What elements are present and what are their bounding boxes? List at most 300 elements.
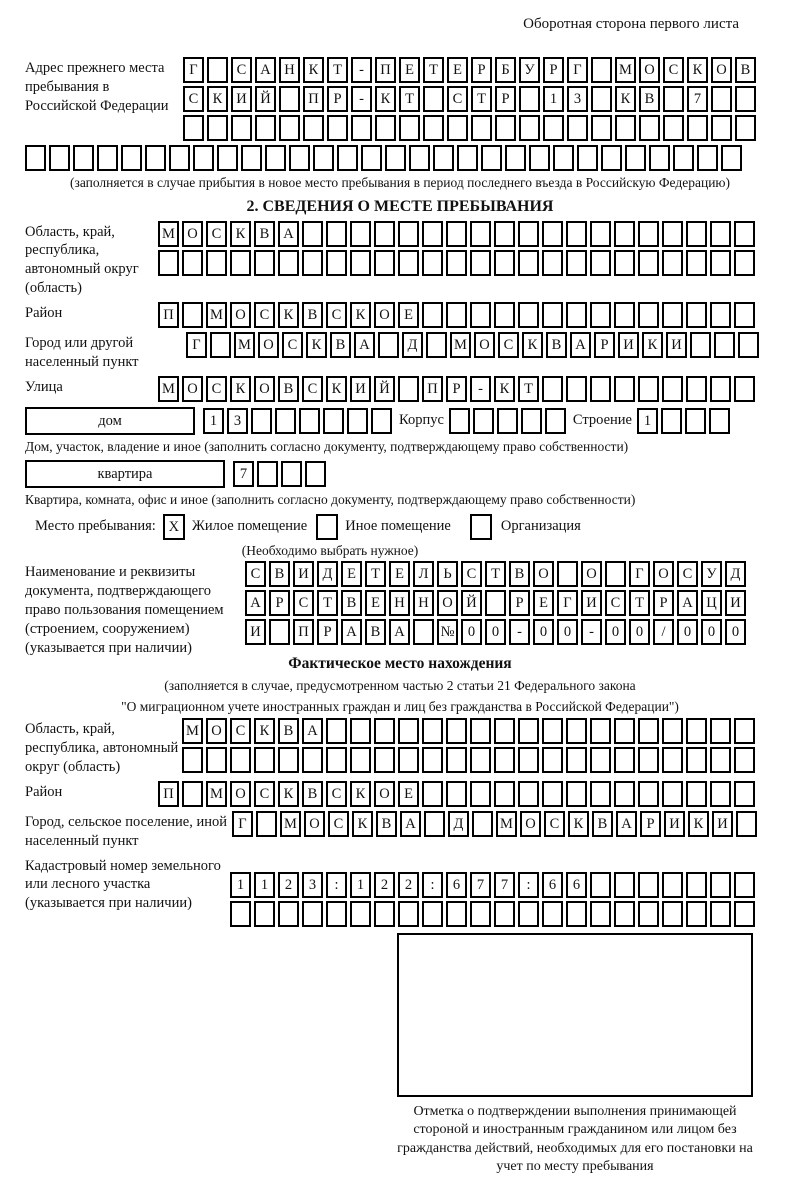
char-cell[interactable]: Н [413,590,434,616]
char-cell[interactable] [661,408,682,434]
char-cell[interactable]: М [280,811,301,837]
char-cell[interactable]: И [245,619,266,645]
char-cell[interactable] [481,145,502,171]
char-cell[interactable] [590,302,611,328]
char-cell[interactable] [638,781,659,807]
char-cell[interactable] [169,145,190,171]
char-cell[interactable]: Е [447,57,468,83]
char-cell[interactable]: Ц [701,590,722,616]
char-cell[interactable] [709,408,730,434]
char-cell[interactable]: Р [509,590,530,616]
char-cell[interactable]: М [158,221,179,247]
char-cell[interactable]: В [278,376,299,402]
char-cell[interactable] [398,901,419,927]
char-cell[interactable] [710,718,731,744]
char-cell[interactable] [714,332,735,358]
char-cell[interactable] [545,408,566,434]
char-cell[interactable] [542,901,563,927]
char-cell[interactable] [638,302,659,328]
char-cell[interactable] [281,461,302,487]
char-cell[interactable] [497,408,518,434]
char-cell[interactable]: : [518,872,539,898]
char-cell[interactable]: К [375,86,396,112]
char-cell[interactable]: В [735,57,756,83]
char-cell[interactable] [638,747,659,773]
char-cell[interactable] [433,145,454,171]
char-cell[interactable] [721,145,742,171]
char-cell[interactable] [265,145,286,171]
char-cell[interactable] [566,221,587,247]
char-cell[interactable] [399,115,420,141]
char-cell[interactable] [614,747,635,773]
char-cell[interactable] [557,561,578,587]
char-cell[interactable]: В [365,619,386,645]
char-cell[interactable]: О [230,302,251,328]
char-cell[interactable]: Г [629,561,650,587]
char-cell[interactable]: О [258,332,279,358]
char-cell[interactable]: И [725,590,746,616]
char-cell[interactable]: Р [594,332,615,358]
char-cell[interactable]: И [581,590,602,616]
char-cell[interactable] [542,781,563,807]
char-cell[interactable] [494,250,515,276]
char-cell[interactable] [350,747,371,773]
char-cell[interactable] [182,747,203,773]
char-cell[interactable] [278,747,299,773]
char-cell[interactable]: Г [557,590,578,616]
char-cell[interactable] [566,718,587,744]
char-cell[interactable] [542,376,563,402]
char-cell[interactable]: К [687,57,708,83]
char-cell[interactable] [625,145,646,171]
char-cell[interactable] [375,115,396,141]
char-cell[interactable] [734,781,755,807]
char-cell[interactable] [566,781,587,807]
char-cell[interactable] [241,145,262,171]
char-cell[interactable] [495,115,516,141]
char-cell[interactable]: 6 [542,872,563,898]
char-cell[interactable] [73,145,94,171]
char-cell[interactable]: С [230,718,251,744]
char-cell[interactable]: О [533,561,554,587]
char-cell[interactable] [710,747,731,773]
char-cell[interactable] [446,718,467,744]
char-cell[interactable] [470,718,491,744]
char-cell[interactable]: В [330,332,351,358]
char-cell[interactable]: Н [279,57,300,83]
char-cell[interactable]: 1 [543,86,564,112]
char-cell[interactable] [470,221,491,247]
char-cell[interactable]: 0 [485,619,506,645]
char-cell[interactable]: 1 [637,408,658,434]
char-cell[interactable] [590,718,611,744]
char-cell[interactable]: М [234,332,255,358]
char-cell[interactable]: О [182,376,203,402]
char-cell[interactable]: А [400,811,421,837]
char-cell[interactable] [614,250,635,276]
char-cell[interactable] [710,250,731,276]
char-cell[interactable] [567,115,588,141]
char-cell[interactable]: 0 [677,619,698,645]
char-cell[interactable] [347,408,368,434]
char-cell[interactable] [97,145,118,171]
char-cell[interactable]: П [375,57,396,83]
char-cell[interactable] [542,747,563,773]
char-cell[interactable]: В [592,811,613,837]
char-cell[interactable]: 7 [233,461,254,487]
char-cell[interactable] [398,376,419,402]
char-cell[interactable]: С [206,221,227,247]
char-cell[interactable] [398,250,419,276]
char-cell[interactable]: А [616,811,637,837]
char-cell[interactable]: О [437,590,458,616]
char-cell[interactable] [374,747,395,773]
char-cell[interactable]: : [422,872,443,898]
char-cell[interactable] [350,718,371,744]
char-cell[interactable] [494,302,515,328]
char-cell[interactable] [257,461,278,487]
char-cell[interactable]: М [206,781,227,807]
char-cell[interactable]: О [581,561,602,587]
char-cell[interactable]: Е [341,561,362,587]
char-cell[interactable] [470,747,491,773]
char-cell[interactable] [422,250,443,276]
char-cell[interactable]: Б [495,57,516,83]
char-cell[interactable] [361,145,382,171]
char-cell[interactable] [470,250,491,276]
char-cell[interactable] [614,718,635,744]
char-cell[interactable] [697,145,718,171]
char-cell[interactable]: Е [398,302,419,328]
char-cell[interactable] [374,901,395,927]
char-cell[interactable] [422,901,443,927]
char-cell[interactable] [638,872,659,898]
char-cell[interactable] [614,302,635,328]
char-cell[interactable] [470,901,491,927]
char-cell[interactable]: Т [423,57,444,83]
char-cell[interactable] [663,115,684,141]
char-cell[interactable]: К [642,332,663,358]
char-cell[interactable] [303,115,324,141]
char-cell[interactable]: Т [399,86,420,112]
char-cell[interactable] [409,145,430,171]
char-cell[interactable] [49,145,70,171]
char-cell[interactable]: В [302,302,323,328]
char-cell[interactable]: Т [485,561,506,587]
char-cell[interactable]: К [350,781,371,807]
char-cell[interactable] [686,781,707,807]
char-cell[interactable] [327,115,348,141]
char-cell[interactable]: Р [543,57,564,83]
char-cell[interactable] [649,145,670,171]
char-cell[interactable]: Р [653,590,674,616]
char-cell[interactable] [685,408,706,434]
char-cell[interactable] [710,872,731,898]
char-cell[interactable]: 1 [203,408,224,434]
char-cell[interactable]: И [618,332,639,358]
char-cell[interactable] [734,718,755,744]
char-cell[interactable] [662,781,683,807]
char-cell[interactable] [326,747,347,773]
char-cell[interactable]: П [422,376,443,402]
char-cell[interactable] [542,250,563,276]
char-cell[interactable] [591,57,612,83]
char-cell[interactable]: С [328,811,349,837]
char-cell[interactable]: Г [186,332,207,358]
char-cell[interactable] [521,408,542,434]
char-cell[interactable]: О [711,57,732,83]
char-cell[interactable]: - [351,57,372,83]
char-cell[interactable] [638,901,659,927]
char-cell[interactable] [734,901,755,927]
char-cell[interactable] [337,145,358,171]
char-cell[interactable] [457,145,478,171]
char-cell[interactable] [446,302,467,328]
char-cell[interactable] [230,901,251,927]
char-cell[interactable]: 0 [461,619,482,645]
char-cell[interactable] [422,221,443,247]
char-cell[interactable] [590,872,611,898]
char-cell[interactable] [710,901,731,927]
char-cell[interactable]: С [461,561,482,587]
char-cell[interactable] [326,250,347,276]
char-cell[interactable] [446,901,467,927]
char-cell[interactable]: Й [255,86,276,112]
char-cell[interactable] [494,781,515,807]
char-cell[interactable]: В [302,781,323,807]
char-cell[interactable]: А [255,57,276,83]
char-cell[interactable]: / [653,619,674,645]
char-cell[interactable] [566,302,587,328]
char-cell[interactable]: С [605,590,626,616]
char-cell[interactable] [710,376,731,402]
char-cell[interactable]: 3 [227,408,248,434]
char-cell[interactable]: С [254,302,275,328]
char-cell[interactable] [470,781,491,807]
char-cell[interactable] [278,901,299,927]
char-cell[interactable] [601,145,622,171]
char-cell[interactable]: А [278,221,299,247]
char-cell[interactable]: К [230,376,251,402]
char-cell[interactable] [446,250,467,276]
char-cell[interactable] [278,250,299,276]
char-cell[interactable] [494,901,515,927]
char-cell[interactable] [543,115,564,141]
char-cell[interactable] [662,221,683,247]
char-cell[interactable] [351,115,372,141]
char-cell[interactable] [426,332,447,358]
char-cell[interactable] [518,302,539,328]
char-cell[interactable] [662,872,683,898]
char-cell[interactable]: 0 [605,619,626,645]
char-cell[interactable]: М [206,302,227,328]
char-cell[interactable]: С [293,590,314,616]
char-cell[interactable] [686,901,707,927]
char-cell[interactable]: К [278,781,299,807]
char-cell[interactable]: К [230,221,251,247]
char-cell[interactable] [472,811,493,837]
char-cell[interactable]: К [350,302,371,328]
char-cell[interactable]: Р [495,86,516,112]
char-cell[interactable]: А [245,590,266,616]
char-cell[interactable]: Е [533,590,554,616]
char-cell[interactable]: 2 [398,872,419,898]
char-cell[interactable]: В [341,590,362,616]
char-cell[interactable] [275,408,296,434]
char-cell[interactable]: Н [389,590,410,616]
char-cell[interactable] [299,408,320,434]
char-cell[interactable] [734,302,755,328]
char-cell[interactable] [686,747,707,773]
char-cell[interactable] [662,302,683,328]
char-cell[interactable] [591,86,612,112]
char-cell[interactable] [255,115,276,141]
char-cell[interactable] [182,250,203,276]
checkbox-residential[interactable]: X [163,514,185,540]
char-cell[interactable]: К [254,718,275,744]
char-cell[interactable] [470,302,491,328]
char-cell[interactable] [590,376,611,402]
char-cell[interactable]: Т [365,561,386,587]
char-cell[interactable] [326,718,347,744]
char-cell[interactable]: 1 [230,872,251,898]
char-cell[interactable]: И [231,86,252,112]
char-cell[interactable]: В [278,718,299,744]
char-cell[interactable]: 2 [278,872,299,898]
char-cell[interactable] [614,376,635,402]
char-cell[interactable]: Г [567,57,588,83]
char-cell[interactable] [639,115,660,141]
char-cell[interactable] [447,115,468,141]
char-cell[interactable] [446,747,467,773]
char-cell[interactable] [217,145,238,171]
char-cell[interactable]: 7 [470,872,491,898]
char-cell[interactable] [422,302,443,328]
char-cell[interactable]: К [494,376,515,402]
char-cell[interactable]: К [522,332,543,358]
char-cell[interactable] [686,221,707,247]
char-cell[interactable]: 1 [254,872,275,898]
char-cell[interactable]: П [158,302,179,328]
char-cell[interactable]: С [245,561,266,587]
char-cell[interactable] [269,619,290,645]
char-cell[interactable]: 7 [687,86,708,112]
char-cell[interactable]: М [615,57,636,83]
char-cell[interactable] [378,332,399,358]
char-cell[interactable] [350,221,371,247]
char-cell[interactable]: А [341,619,362,645]
char-cell[interactable]: Р [269,590,290,616]
char-cell[interactable] [686,302,707,328]
char-cell[interactable]: Р [317,619,338,645]
char-cell[interactable] [590,221,611,247]
char-cell[interactable] [422,781,443,807]
char-cell[interactable]: И [350,376,371,402]
char-cell[interactable] [662,901,683,927]
char-cell[interactable] [734,872,755,898]
char-cell[interactable]: - [581,619,602,645]
char-cell[interactable] [158,250,179,276]
char-cell[interactable]: 0 [725,619,746,645]
char-cell[interactable] [519,115,540,141]
char-cell[interactable] [193,145,214,171]
char-cell[interactable] [638,221,659,247]
char-cell[interactable]: Р [640,811,661,837]
char-cell[interactable] [254,250,275,276]
char-cell[interactable] [738,332,759,358]
char-cell[interactable] [590,250,611,276]
char-cell[interactable]: В [376,811,397,837]
char-cell[interactable] [590,781,611,807]
char-cell[interactable]: А [677,590,698,616]
char-cell[interactable] [494,718,515,744]
char-cell[interactable] [256,811,277,837]
char-cell[interactable] [686,250,707,276]
char-cell[interactable] [413,619,434,645]
char-cell[interactable]: И [664,811,685,837]
char-cell[interactable]: - [509,619,530,645]
char-cell[interactable] [423,115,444,141]
char-cell[interactable] [734,376,755,402]
char-cell[interactable] [210,332,231,358]
char-cell[interactable] [638,250,659,276]
char-cell[interactable]: Д [402,332,423,358]
char-cell[interactable] [182,302,203,328]
char-cell[interactable]: Т [327,57,348,83]
char-cell[interactable] [207,57,228,83]
char-cell[interactable] [542,718,563,744]
char-cell[interactable] [230,747,251,773]
char-cell[interactable] [566,901,587,927]
char-cell[interactable] [449,408,470,434]
char-cell[interactable]: К [352,811,373,837]
char-cell[interactable]: С [302,376,323,402]
char-cell[interactable]: П [158,781,179,807]
char-cell[interactable] [590,747,611,773]
char-cell[interactable] [519,86,540,112]
char-cell[interactable]: А [354,332,375,358]
char-cell[interactable]: С [206,376,227,402]
char-cell[interactable] [230,250,251,276]
char-cell[interactable] [374,250,395,276]
char-cell[interactable]: У [519,57,540,83]
char-cell[interactable] [662,718,683,744]
char-cell[interactable] [686,718,707,744]
char-cell[interactable] [254,747,275,773]
char-cell[interactable] [350,250,371,276]
char-cell[interactable] [254,901,275,927]
char-cell[interactable] [566,250,587,276]
char-cell[interactable]: : [326,872,347,898]
char-cell[interactable]: К [688,811,709,837]
char-cell[interactable] [183,115,204,141]
char-cell[interactable] [121,145,142,171]
char-cell[interactable] [422,747,443,773]
char-cell[interactable]: 3 [302,872,323,898]
char-cell[interactable] [690,332,711,358]
char-cell[interactable]: О [254,376,275,402]
char-cell[interactable] [615,115,636,141]
char-cell[interactable]: Й [461,590,482,616]
char-cell[interactable] [591,115,612,141]
char-cell[interactable] [553,145,574,171]
char-cell[interactable]: К [207,86,228,112]
char-cell[interactable]: Е [389,561,410,587]
char-cell[interactable]: 6 [566,872,587,898]
char-cell[interactable]: С [447,86,468,112]
char-cell[interactable]: М [182,718,203,744]
char-cell[interactable] [590,901,611,927]
